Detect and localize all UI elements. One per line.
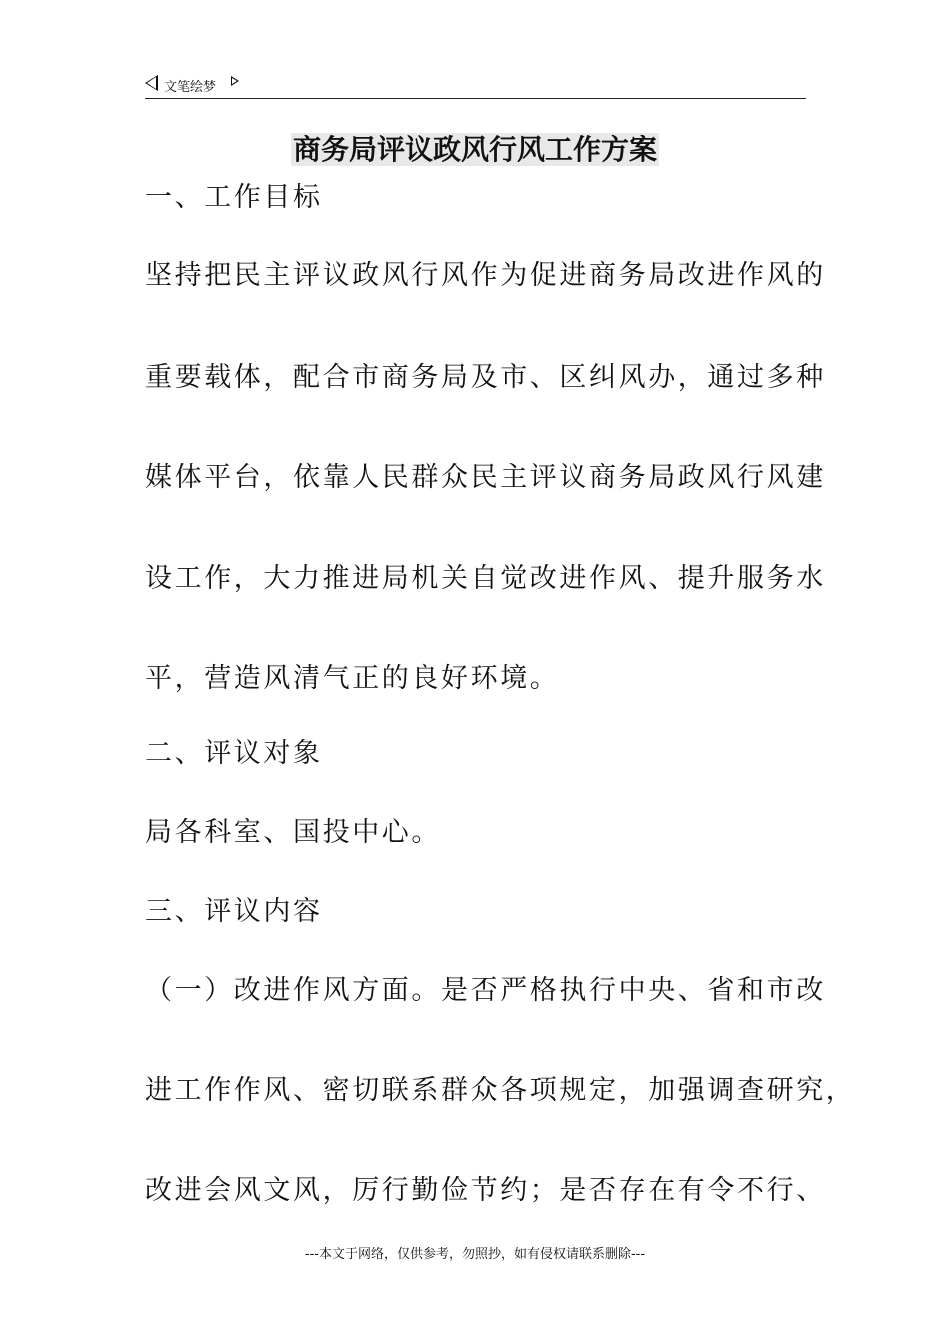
left-triangle-icon xyxy=(145,75,158,91)
paragraph-line: （一）改进作风方面。是否严格执行中央、省和市改 xyxy=(145,975,826,1006)
right-triangle-icon xyxy=(231,76,239,86)
paragraph-line: 坚持把民主评议政风行风作为促进商务局改进作风的 xyxy=(145,260,826,291)
section-heading-2: 二、评议对象 xyxy=(145,738,323,769)
footer-disclaimer: ---本文于网络，仅供参考，勿照抄，如有侵权请联系删除--- xyxy=(304,1247,646,1262)
paragraph-line: 改进会风文风，厉行勤俭节约；是否存在有令不行、 xyxy=(145,1175,826,1206)
section-heading-1: 一、工作目标 xyxy=(145,182,323,213)
paragraph-line: 设工作，大力推进局机关自觉改进作风、提升服务水 xyxy=(145,563,826,594)
paragraph-line: 进工作作风、密切联系群众各项规定，加强调查研究， xyxy=(145,1075,856,1106)
paragraph-line: 局各科室、国投中心。 xyxy=(145,817,441,848)
header-text: 文笔绘梦 xyxy=(164,80,217,95)
document-title-text: 商务局评议政风行风工作方案 xyxy=(292,133,657,166)
document-title xyxy=(0,128,950,168)
paragraph-line: 重要载体，配合市商务局及市、区纠风办，通过多种 xyxy=(145,362,826,393)
paragraph-line: 媒体平台，依靠人民群众民主评议商务局政风行风建 xyxy=(145,462,826,493)
page-header xyxy=(145,74,806,99)
paragraph-line: 平，营造风清气正的良好环境。 xyxy=(145,663,560,694)
section-heading-3: 三、评议内容 xyxy=(145,896,323,927)
